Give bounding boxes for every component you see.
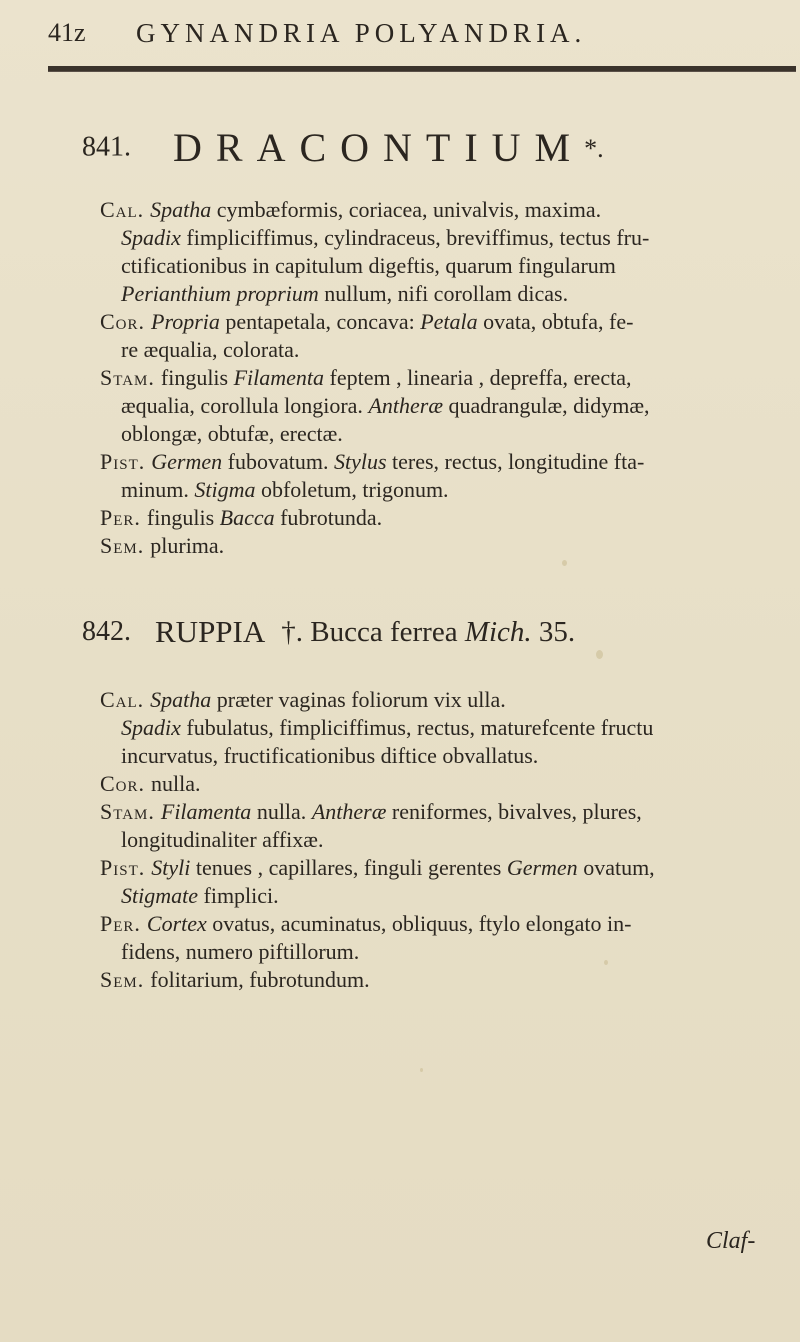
description-text: obfoletum, trigonum. [255, 477, 449, 502]
genus-number: 842. [82, 616, 131, 647]
genus-description [100, 686, 790, 994]
botanical-term: Germen [151, 449, 223, 474]
header-rule [48, 66, 796, 72]
description-text: longitudinaliter affixæ. [121, 827, 324, 852]
description-line [100, 336, 790, 364]
paper-spot [562, 560, 567, 566]
description-line [100, 224, 790, 252]
reference-author: Mich. [464, 615, 532, 648]
description-line [100, 280, 790, 308]
description-text: feptem , linearia , depreffa, erecta, [324, 365, 632, 390]
catchword: Claf- [706, 1228, 756, 1254]
description-line [100, 420, 790, 448]
description-line [100, 770, 790, 798]
description-text: fubrotunda. [274, 505, 383, 530]
part-label: Per. [100, 911, 141, 936]
description-line [100, 742, 790, 770]
part-label: Stam. [100, 365, 155, 390]
botanical-term: Stigmate [121, 883, 198, 908]
description-text: nulla. [251, 799, 312, 824]
reference-page: 35. [538, 615, 576, 648]
description-line [100, 882, 790, 910]
description-line [100, 714, 790, 742]
description-text: tenues , capillares, finguli gerentes [190, 855, 507, 880]
part-label: Cal. [100, 687, 145, 712]
description-text: fingulis [160, 365, 234, 390]
description-text: quadrangulæ, didymæ, [443, 393, 650, 418]
part-label: Pist. [100, 449, 146, 474]
genus-heading [82, 614, 782, 670]
description-line [100, 476, 790, 504]
botanical-term: Germen [506, 855, 578, 880]
description-text: fingulis [146, 505, 220, 530]
genus-mark: †. [281, 615, 304, 648]
description-line [100, 910, 790, 938]
description-text: plurima. [150, 533, 225, 558]
description-text: oblongæ, obtufæ, erectæ. [121, 421, 343, 446]
botanical-term: Styli [151, 855, 191, 880]
genus-number: 841. [82, 131, 131, 163]
description-line [100, 854, 790, 882]
description-text: re æqualia, colorata. [121, 337, 300, 362]
paper-spot [420, 1068, 423, 1072]
description-text: folitarium, fubrotundum. [150, 967, 370, 992]
part-label: Cal. [100, 197, 145, 222]
description-line [100, 504, 790, 532]
description-text: ctificationibus in capitulum digeftis, quarum fingularum [121, 253, 616, 278]
description-text: nullum, nifi corollam dicas. [318, 281, 569, 306]
page-number: 41z [48, 18, 86, 47]
botanical-term: Bacca [219, 505, 275, 530]
botanical-term: Antheræ [368, 393, 443, 418]
genus-reference: †. Bucca ferrea Mich. 35. [281, 615, 576, 648]
botanical-term: Filamenta [233, 365, 325, 390]
description-text: fubulatus, fimpliciffimus, rectus, maturefcente fructu [180, 715, 654, 740]
description-text: præter vaginas foliorum vix ulla. [211, 687, 506, 712]
botanical-term: Stigma [194, 477, 256, 502]
botanical-term: Antheræ [311, 799, 387, 824]
description-line [100, 448, 790, 476]
description-text: fidens, numero piftillorum. [121, 939, 360, 964]
botanical-term: Spadix [121, 225, 181, 250]
genus-mark: *. [584, 133, 604, 163]
part-label: Stam. [100, 799, 155, 824]
description-text: æqualia, corollula longiora. [121, 393, 369, 418]
description-text: ovata, obtufa, fe- [477, 309, 634, 334]
description-line [100, 826, 790, 854]
genus-name: RUPPIA [155, 614, 266, 649]
genus-description [100, 196, 790, 560]
botanical-term: Cortex [146, 911, 207, 936]
botanical-term: Filamenta [160, 799, 252, 824]
description-text: ovatus, acuminatus, obliquus, ftylo elongato in- [206, 911, 632, 936]
botanical-term: Spatha [150, 197, 212, 222]
part-label: Cor. [100, 309, 146, 334]
description-line [100, 798, 790, 826]
paper-spot [596, 650, 603, 659]
part-label: Cor. [100, 771, 146, 796]
description-line [100, 532, 790, 560]
part-label: Sem. [100, 967, 145, 992]
description-line [100, 966, 790, 994]
description-text: fubovatum. [222, 449, 334, 474]
description-text: nulla. [151, 771, 201, 796]
description-text: reniformes, bivalves, plures, [386, 799, 642, 824]
botanical-term: Petala [420, 309, 478, 334]
description-line [100, 686, 790, 714]
page-header [48, 16, 768, 56]
description-text: pentapetala, concava: [219, 309, 421, 334]
botanical-term: Perianthium proprium [121, 281, 319, 306]
description-line [100, 392, 790, 420]
description-text: minum. [121, 477, 195, 502]
paper-spot [604, 960, 608, 965]
genus-name: DRACONTIUM*. [173, 125, 604, 170]
description-line [100, 938, 790, 966]
description-text: cymbæformis, coriacea, univalvis, maxima. [211, 197, 602, 222]
description-line [100, 252, 790, 280]
botanical-term: Spatha [150, 687, 212, 712]
description-text: incurvatus, fructificationibus diftice obvallatus. [121, 743, 539, 768]
description-line [100, 308, 790, 336]
description-text: teres, rectus, longitudine fta- [386, 449, 645, 474]
botanical-term: Stylus [333, 449, 387, 474]
description-line [100, 196, 790, 224]
description-text: ovatum, [577, 855, 655, 880]
botanical-term: Propria [151, 309, 220, 334]
part-label: Per. [100, 505, 141, 530]
botanical-term: Spadix [121, 715, 181, 740]
running-title: GYNANDRIA POLYANDRIA. [136, 18, 587, 48]
part-label: Pist. [100, 855, 146, 880]
part-label: Sem. [100, 533, 145, 558]
description-text: fimplici. [198, 883, 279, 908]
description-text: fimpliciffimus, cylindraceus, breviffimus, tectus fru- [180, 225, 650, 250]
genus-heading [82, 124, 782, 180]
description-line [100, 364, 790, 392]
